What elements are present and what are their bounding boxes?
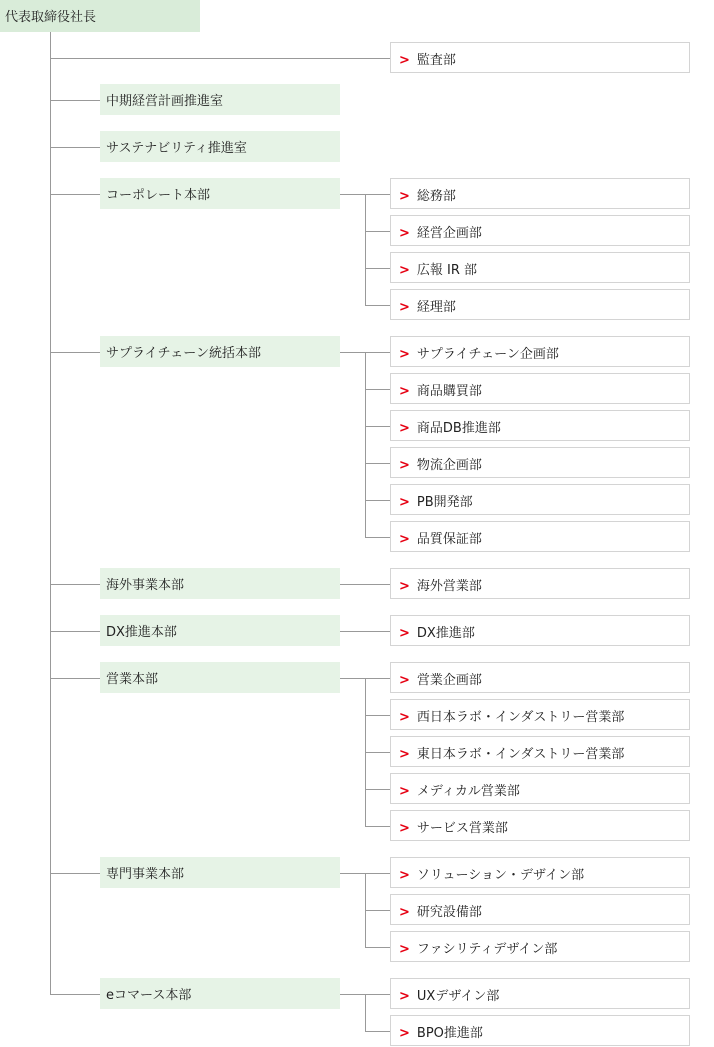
chevron-right-icon: > — [399, 532, 410, 547]
connector — [365, 1031, 390, 1032]
chevron-right-icon: > — [399, 821, 410, 836]
department-label: ソリューション・デザイン部 — [416, 868, 585, 883]
connector — [50, 584, 100, 585]
department-box[interactable] — [390, 978, 690, 1009]
chevron-right-icon: > — [399, 347, 410, 362]
department-box[interactable] — [390, 252, 690, 283]
connector — [365, 631, 390, 632]
connector — [50, 100, 100, 101]
chevron-right-icon: > — [399, 710, 410, 725]
connector — [50, 32, 51, 995]
connector — [50, 194, 100, 195]
department-label: サービス営業部 — [416, 821, 508, 836]
connector — [365, 268, 390, 269]
department-label: DX推進部 — [416, 626, 475, 641]
department-box[interactable] — [390, 699, 690, 730]
chevron-right-icon: > — [399, 458, 410, 473]
department-label: 物流企画部 — [416, 458, 482, 473]
division-label: 中期経営計画推進室 — [106, 94, 224, 109]
connector — [365, 715, 390, 716]
chevron-right-icon: > — [399, 384, 410, 399]
division-label: サステナビリティ推進室 — [106, 141, 247, 156]
connector — [50, 994, 100, 995]
department-box[interactable] — [390, 810, 690, 841]
connector — [365, 994, 390, 995]
department-box[interactable] — [390, 931, 690, 962]
chevron-right-icon: > — [399, 747, 410, 762]
connector — [50, 352, 100, 353]
department-label: 営業企画部 — [416, 673, 482, 688]
dept-box-audit[interactable] — [390, 42, 690, 73]
division-box[interactable] — [100, 568, 340, 599]
department-label: 西日本ラボ・インダストリー営業部 — [416, 710, 625, 725]
chevron-right-icon: > — [399, 579, 410, 594]
connector — [365, 752, 390, 753]
department-label: BPO推進部 — [416, 1026, 483, 1041]
department-box[interactable] — [390, 662, 690, 693]
chevron-right-icon: > — [399, 784, 410, 799]
department-box[interactable] — [390, 215, 690, 246]
connector — [365, 500, 390, 501]
ceo-box — [0, 0, 200, 32]
department-box[interactable] — [390, 857, 690, 888]
connector — [365, 352, 390, 353]
department-box[interactable] — [390, 1015, 690, 1046]
division-label: サプライチェーン統括本部 — [106, 346, 261, 361]
department-box[interactable] — [390, 373, 690, 404]
connector — [365, 678, 390, 679]
division-box[interactable] — [100, 84, 340, 115]
department-box[interactable] — [390, 178, 690, 209]
department-label: 商品DB推進部 — [416, 421, 501, 436]
division-label: 専門事業本部 — [106, 867, 185, 882]
connector — [365, 389, 390, 390]
division-label: DX推進本部 — [106, 625, 177, 640]
division-box[interactable] — [100, 178, 340, 209]
department-label: サプライチェーン企画部 — [416, 347, 559, 362]
department-box[interactable] — [390, 568, 690, 599]
chevron-right-icon: > — [399, 421, 410, 436]
chevron-right-icon: > — [399, 53, 410, 68]
connector — [340, 873, 365, 874]
connector — [340, 584, 365, 585]
department-box[interactable] — [390, 521, 690, 552]
department-box[interactable] — [390, 289, 690, 320]
division-box[interactable] — [100, 857, 340, 888]
department-label: 商品購買部 — [416, 384, 482, 399]
connector — [365, 826, 390, 827]
department-box[interactable] — [390, 447, 690, 478]
department-label: 経理部 — [416, 300, 456, 315]
division-box[interactable] — [100, 131, 340, 162]
chevron-right-icon: > — [399, 495, 410, 510]
department-label: 東日本ラボ・インダストリー営業部 — [416, 747, 625, 762]
division-label: 海外事業本部 — [106, 578, 185, 593]
connector — [365, 352, 366, 538]
chevron-right-icon: > — [399, 942, 410, 957]
department-label: メディカル営業部 — [416, 784, 520, 799]
connector — [365, 789, 390, 790]
connector — [340, 352, 365, 353]
department-label: 海外営業部 — [416, 579, 482, 594]
chevron-right-icon: > — [399, 905, 410, 920]
division-box[interactable] — [100, 978, 340, 1009]
connector — [365, 305, 390, 306]
connector — [50, 58, 390, 59]
department-label: 広報 IR 部 — [416, 263, 478, 278]
chevron-right-icon: > — [399, 673, 410, 688]
department-label: 経営企画部 — [416, 226, 482, 241]
department-label: UXデザイン部 — [416, 989, 500, 1004]
chevron-right-icon: > — [399, 989, 410, 1004]
division-box[interactable] — [100, 662, 340, 693]
connector — [365, 947, 390, 948]
department-label: ファシリティデザイン部 — [416, 942, 558, 957]
chevron-right-icon: > — [399, 300, 410, 315]
department-box[interactable] — [390, 773, 690, 804]
connector — [365, 194, 390, 195]
chevron-right-icon: > — [399, 226, 410, 241]
division-label: 営業本部 — [106, 672, 159, 687]
department-box[interactable] — [390, 615, 690, 646]
connector — [340, 678, 365, 679]
department-box[interactable] — [390, 410, 690, 441]
connector — [340, 631, 365, 632]
division-box[interactable] — [100, 615, 340, 646]
connector — [50, 678, 100, 679]
department-box[interactable] — [390, 894, 690, 925]
department-box[interactable] — [390, 736, 690, 767]
department-label: 総務部 — [416, 189, 456, 204]
connector — [365, 584, 390, 585]
connector — [365, 994, 366, 1032]
division-box[interactable] — [100, 336, 340, 367]
division-label: コーポレート本部 — [106, 188, 211, 203]
connector — [365, 678, 366, 827]
department-label: PB開発部 — [416, 495, 473, 510]
department-label: 品質保証部 — [416, 532, 482, 547]
connector — [50, 631, 100, 632]
connector — [365, 910, 390, 911]
connector — [365, 426, 390, 427]
department-box[interactable] — [390, 484, 690, 515]
ceo-label: 代表取締役社長 — [5, 10, 97, 25]
connector — [340, 994, 365, 995]
department-label: 監査部 — [416, 53, 456, 68]
chevron-right-icon: > — [399, 626, 410, 641]
chevron-right-icon: > — [399, 263, 410, 278]
connector — [365, 873, 390, 874]
connector — [50, 873, 100, 874]
connector — [365, 231, 390, 232]
chevron-right-icon: > — [399, 189, 410, 204]
division-label: eコマース本部 — [106, 988, 192, 1003]
connector — [365, 537, 390, 538]
chevron-right-icon: > — [399, 868, 410, 883]
chevron-right-icon: > — [399, 1026, 410, 1041]
connector — [365, 194, 366, 306]
connector — [50, 147, 100, 148]
connector — [365, 873, 366, 948]
department-label: 研究設備部 — [416, 905, 482, 920]
connector — [365, 463, 390, 464]
department-box[interactable] — [390, 336, 690, 367]
connector — [340, 194, 365, 195]
